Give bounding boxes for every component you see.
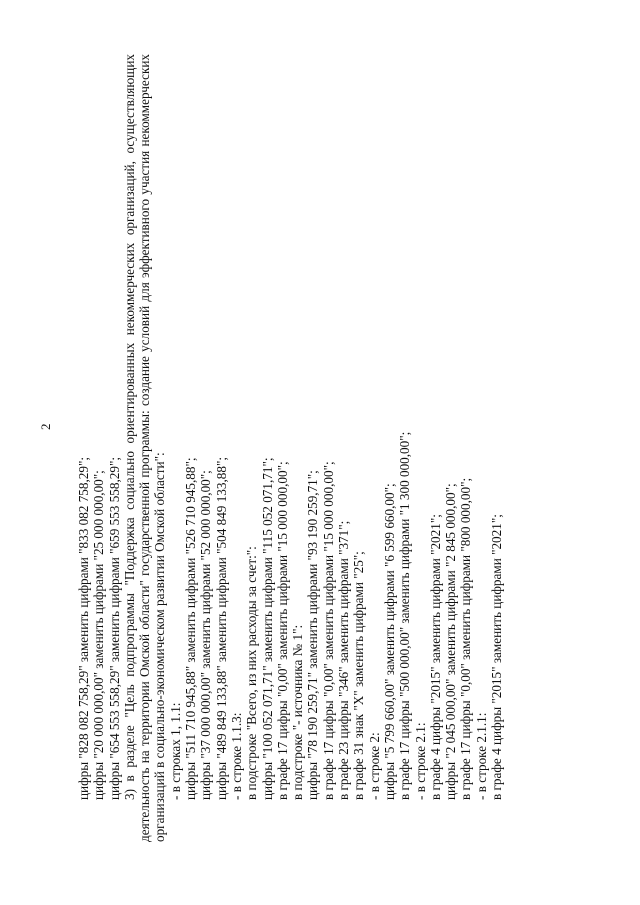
- text-line: - в строке 1.1.3:: [228, 712, 244, 800]
- text-line: в графе 4 цифры "2015" заменить цифрами "2021";: [427, 514, 443, 800]
- text-line: в графе 17 цифры "0,00" заменить цифрами "15 000 000,00";: [320, 461, 336, 800]
- text-line: цифры "511 710 945,88" заменить цифрами "526 710 945,88";: [183, 457, 199, 800]
- text-line: цифры "100 052 071,71" заменить цифрами "115 052 071,71";: [259, 457, 275, 800]
- text-line: - в строках 1, 1.1:: [167, 702, 183, 800]
- page-number: 2: [38, 423, 53, 430]
- text-line: - в строке 2.1:: [412, 722, 428, 800]
- text-line: цифры "37 000 000,00" заменить цифрами "52 000 000,00";: [198, 470, 214, 800]
- text-line: в подстроке "Всего, из них расходы за счет:":: [244, 546, 260, 800]
- text-line: цифры "20 000 000,00" заменить цифрами "25 000 000,00";: [91, 470, 107, 800]
- text-line: цифры "2 045 000,00" заменить цифрами "2 845 000,00";: [443, 483, 459, 800]
- text-line: в графе 17 цифры "500 000,00" заменить цифрами "1 300 000,00";: [397, 431, 413, 800]
- text-line: цифры "5 799 660,00" заменить цифрами "6 599 660,00";: [381, 483, 397, 800]
- text-line: в графе 31 знак "X" заменить цифрами "25";: [351, 551, 367, 800]
- text-line: в графе 17 цифры "0,00" заменить цифрами "15 000 000,00";: [274, 461, 290, 800]
- text-line: - в строке 2:: [366, 732, 382, 800]
- text-line: в графе 4 цифры "2015" заменить цифрами "2021";: [489, 514, 505, 800]
- document-body: [76, 22, 504, 842]
- text-line: цифры "489 849 133,88" заменить цифрами "504 849 133,88";: [213, 456, 229, 800]
- text-line: в подстроке "- источника № 1":: [290, 624, 306, 800]
- text-line: в графе 17 цифры "0,00" заменить цифрами "800 000,00";: [458, 477, 474, 800]
- text-line: цифры "828 082 758,29" заменить цифрами "833 082 758,29";: [76, 456, 91, 800]
- section-paragraph: 3) в разделе "Цель подпрограммы "Поддержка социально ориентированных некоммерческих организаций, осуществляющих деятельность на территории Омской области" государственной программы: создание условий для эффективного участия некоммерческих организаций в социально-экономическом развитии Омской области":: [121, 54, 168, 842]
- text-line: - в строке 2.1.1:: [473, 712, 489, 800]
- text-line: цифры "78 190 259,71" заменить цифрами "93 190 259,71";: [305, 470, 321, 800]
- text-line: цифры "654 553 558,29" заменить цифрами "659 553 558,29";: [106, 456, 122, 800]
- text-line: в графе 23 цифры "346" заменить цифрами "371";: [336, 520, 352, 800]
